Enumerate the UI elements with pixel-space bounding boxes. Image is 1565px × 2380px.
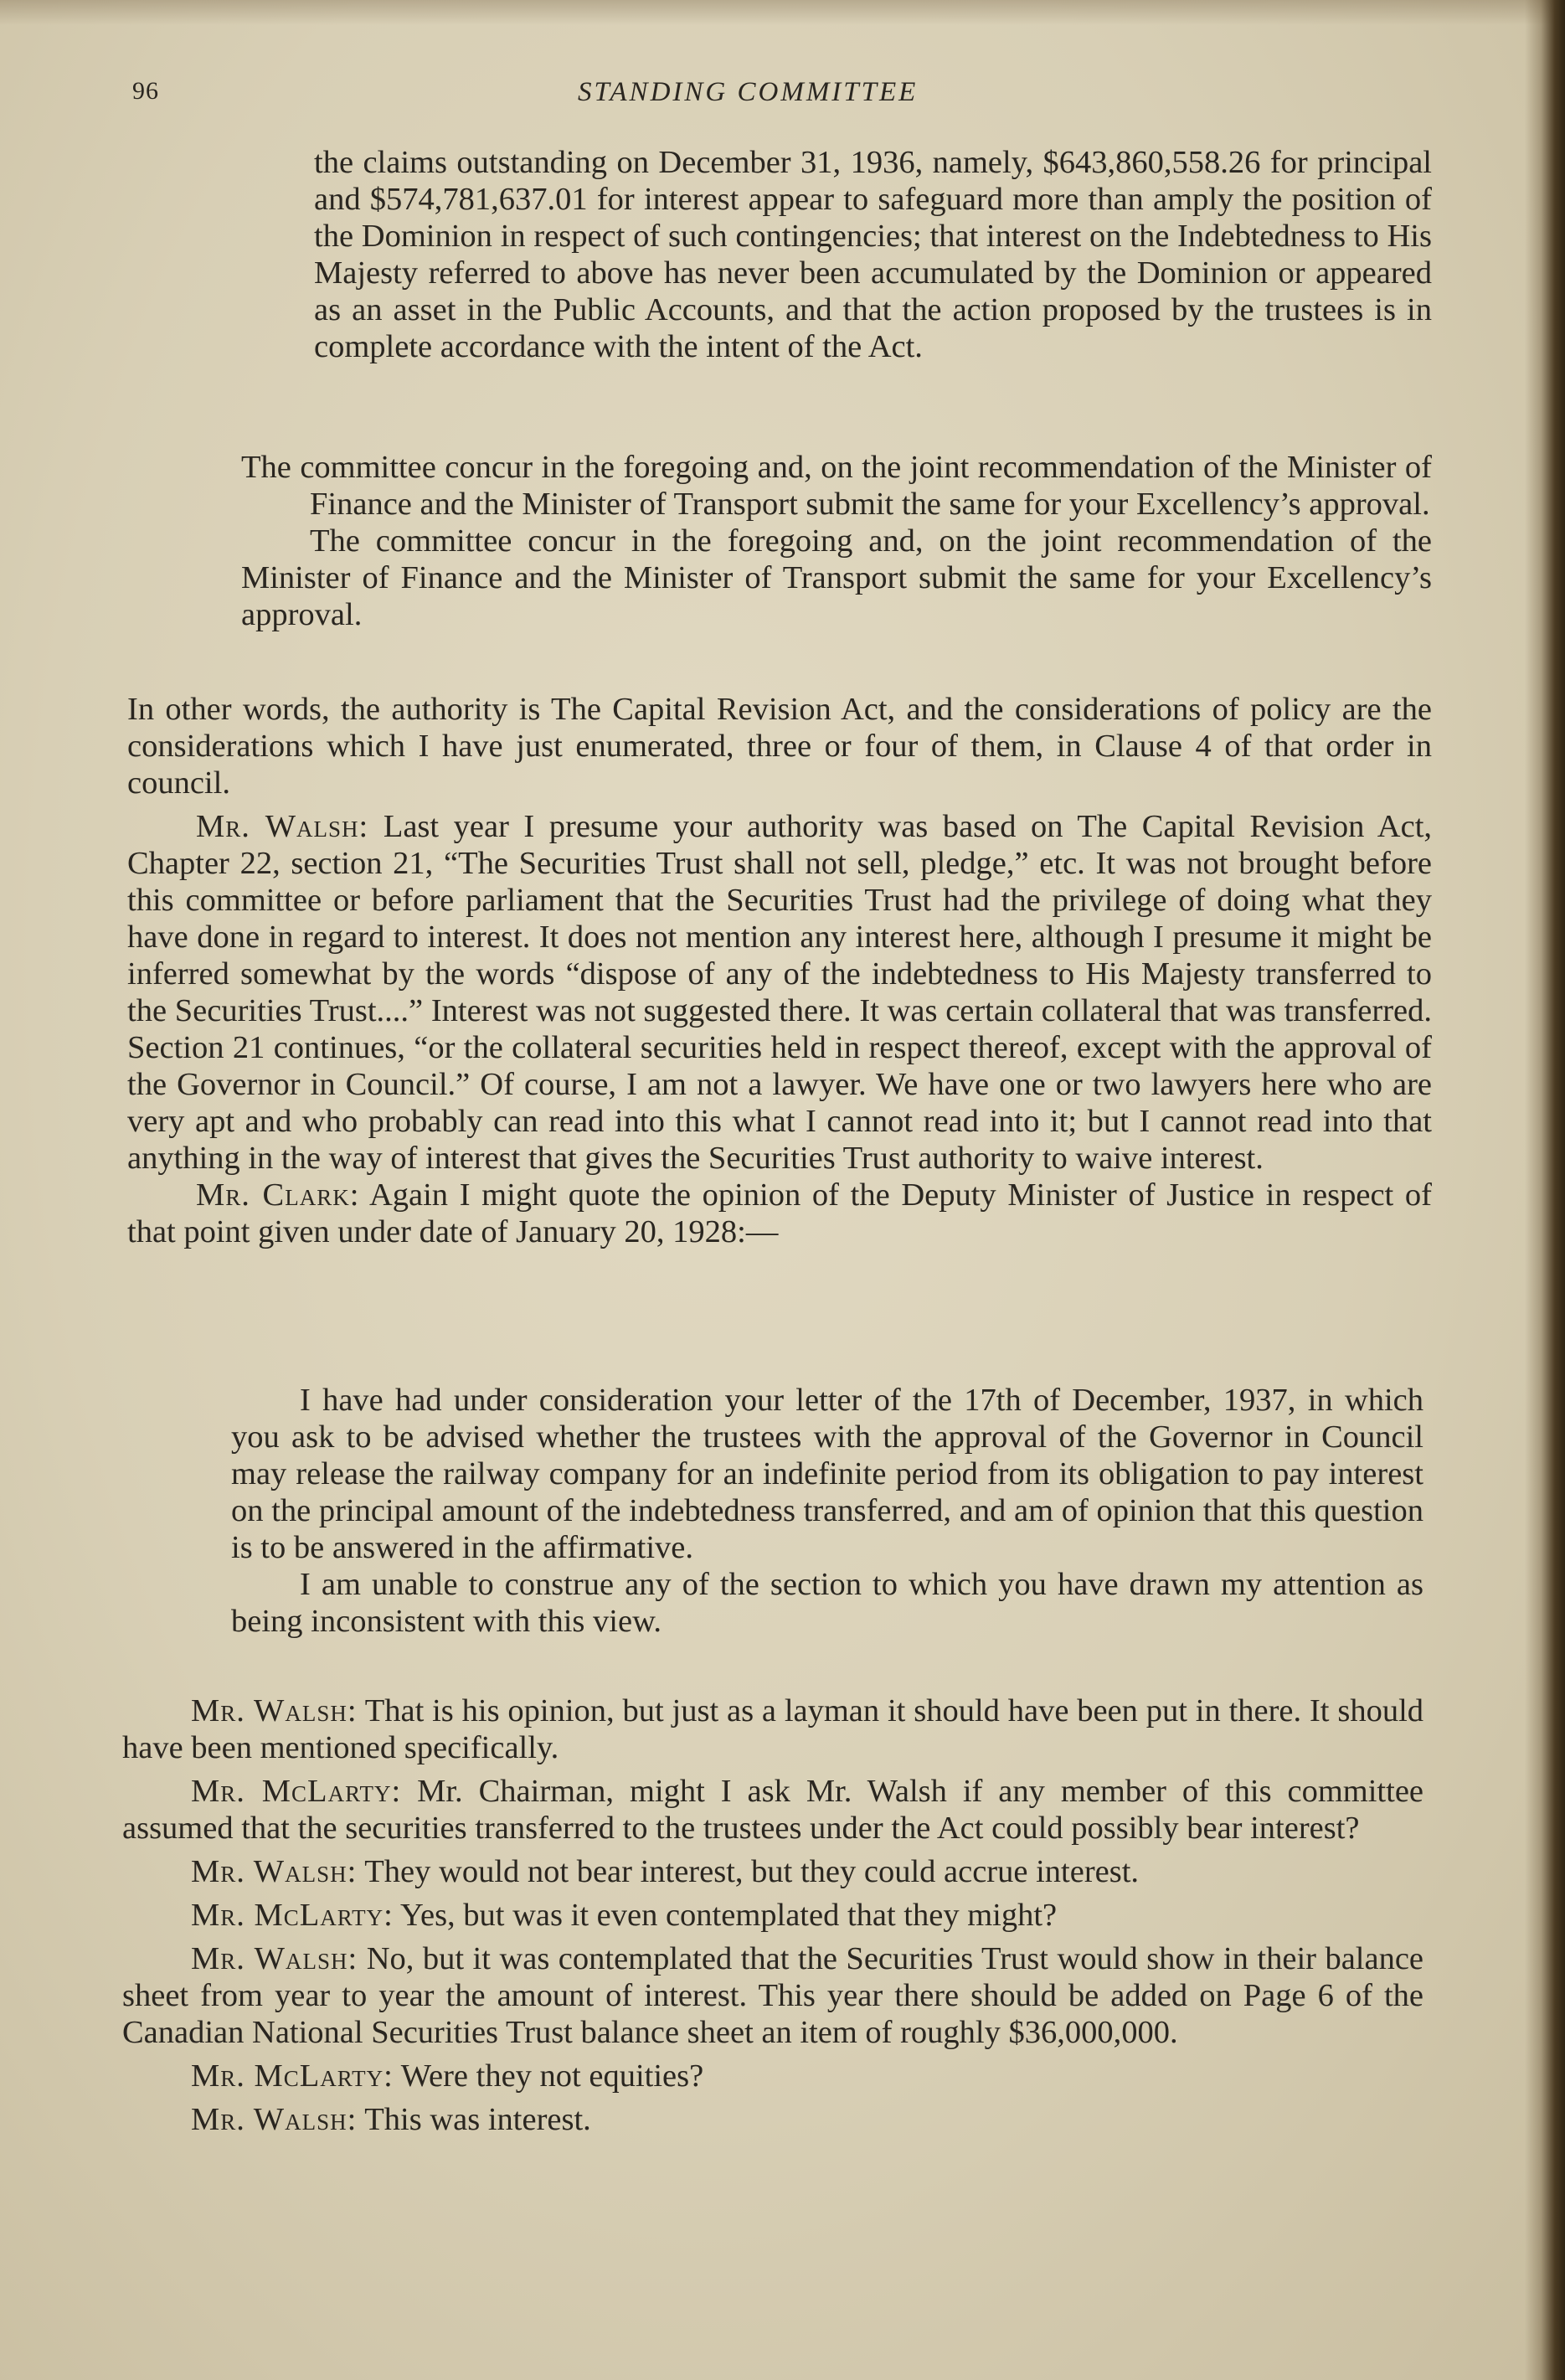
quoted-committee-concurrence <box>241 449 1432 633</box>
speech-paragraph <box>122 2101 1423 2138</box>
speaker-name: Mr. Walsh: <box>191 1941 358 1976</box>
speech-paragraph <box>122 2058 1423 2094</box>
speech-text: They would not bear interest, but they could accrue interest. <box>364 1854 1140 1889</box>
dialogue-section <box>122 1692 1423 2138</box>
speech-text: Were they not equities? <box>400 2058 704 2094</box>
speaker-name: Mr. Walsh: <box>191 1693 358 1728</box>
speaker-name: Mr. McLarty: <box>191 1774 402 1809</box>
speech-text: Last year I presume your authority was based on The Capital Revision Act, Chapter 22, section 21, “The Securities Trust shall not sell, pledge,” etc. It was not brought before this committee or before parliament that the Securities Trust had the privilege of doing what they have done in regard to interest. It does not mention any interest here, although I presume it might be inferred somewhat by the words “dispose of any of the indebtedness to His Majesty transferred to the Securities Trust....” Interest was not suggested there. It was certain collateral that was transferred. Section 21 continues, “or the collateral securities held in respect thereof, except with the approval of the Governor in Council.” Of course, I am not a lawyer. We have one or two lawyers here who are very apt and who probably can read into this what I cannot read into it; but I cannot read into that anything in the way of interest that gives the Securities Trust authority to waive interest. <box>127 809 1433 1176</box>
speech-text: That is his opinion, but just as a layman it should have been put in there. It should have been mentioned specifically. <box>122 1693 1424 1765</box>
quoted-order-continuation <box>314 144 1432 365</box>
speaker-name: Mr. Walsh: <box>196 809 369 844</box>
quote-paragraph: the claims outstanding on December 31, 1936, namely, $643,860,558.26 for principal and $574,781,637.01 for interest appear to safeguard more than amply the position of the Dominion in respect of such contingencies; that interest on the Indebtedness to His Majesty referred to above has never been accumulated by the Dominion or appeared as an asset in the Public Accounts, and that the action proposed by the trustees is in complete accordance with the intent of the Act. <box>314 145 1432 364</box>
page-number: 96 <box>132 77 159 105</box>
speech-paragraph <box>127 808 1432 1177</box>
quote-paragraph: The committee concur in the foregoing and, on the joint recommendation of the Minister of Finance and the Minister of Transport submit the same for your Excellency’s approval. <box>241 450 1432 522</box>
speaker-name: Mr. McLarty: <box>191 1898 394 1933</box>
speech-paragraph <box>127 1177 1432 1250</box>
quote-paragraph: The committee concur in the foregoing and, on the joint recommendation of the Minister of Finance and the Minister of Transport submit the same for your Excellency’s approval. <box>241 523 1432 632</box>
speaker-name: Mr. Walsh: <box>191 1854 358 1889</box>
running-head: STANDING COMMITTEE <box>578 77 919 107</box>
speech-text: This was interest. <box>364 2102 591 2137</box>
speech-text: Again I might quote the opinion of the Deputy Minister of Justice in respect of that point given under date of January 20, 1928:— <box>127 1177 1432 1249</box>
quoted-legal-opinion <box>231 1382 1423 1640</box>
speaker-name: Mr. Clark: <box>196 1177 360 1213</box>
speech-paragraph <box>122 1853 1423 1890</box>
speech-text: Mr. Chairman, might I ask Mr. Walsh if any member of this committee assumed that the securities transferred to the trustees under the Act could possibly bear interest? <box>122 1774 1424 1846</box>
speech-paragraph <box>122 1897 1423 1934</box>
speech-paragraph <box>122 1692 1423 1766</box>
speech-paragraph <box>122 1773 1423 1847</box>
page-header <box>0 77 1565 119</box>
speaker-name: Mr. Walsh: <box>191 2102 358 2137</box>
body-paragraph: In other words, the authority is The Capital Revision Act, and the considerations of policy are the considerations which I have just enumerated, three or four of them, in Clause 4 of that order in council. <box>127 692 1432 801</box>
quote-paragraph: I am unable to construe any of the section to which you have drawn my attention as being inconsistent with this view. <box>231 1567 1423 1639</box>
speech-text: No, but it was contemplated that the Securities Trust would show in their balance sheet from year to year the amount of interest. This year there should be added on Page 6 of the Canadian National Securities Trust balance sheet an item of roughly $36,000,000. <box>122 1941 1423 2050</box>
quote-paragraph: I have had under consideration your letter of the 17th of December, 1937, in which you ask to be advised whether the trustees with the approval of the Governor in Council may release the railway company for an indefinite period from its obligation to pay interest on the principal amount of the indebtedness transferred, and am of opinion that this question is to be answered in the affirmative. <box>231 1383 1423 1565</box>
book-binding-edge <box>1525 0 1565 2380</box>
speech-text: Yes, but was it even contemplated that they might? <box>400 1898 1058 1933</box>
page-shadow-top <box>0 0 1565 25</box>
speech-paragraph <box>122 1940 1423 2051</box>
body-text <box>127 691 1432 1250</box>
speaker-name: Mr. McLarty: <box>191 2058 394 2094</box>
